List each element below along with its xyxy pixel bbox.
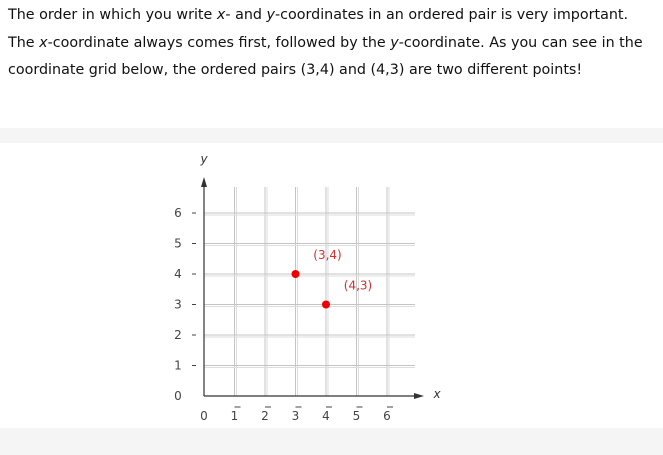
x-axis-label: x bbox=[433, 387, 441, 401]
text-part-1: The order in which you write bbox=[8, 7, 217, 23]
coordinate-grid-figure bbox=[0, 143, 663, 428]
y-tick-label: 0 bbox=[174, 389, 182, 403]
y-tick-label: 6 bbox=[174, 206, 182, 220]
y-tick-label: 1 bbox=[174, 358, 182, 373]
x-tick-label: 4 bbox=[322, 409, 330, 423]
data-point bbox=[292, 270, 300, 278]
x-tick-label: 0 bbox=[200, 409, 208, 423]
y-variable: y bbox=[266, 7, 275, 23]
x-variable: x bbox=[216, 7, 226, 23]
point-label: (3,4) bbox=[313, 248, 342, 262]
intro-paragraph bbox=[0, 0, 663, 128]
x-tick-label: 1 bbox=[230, 409, 239, 423]
x-tick-label: 5 bbox=[352, 409, 361, 423]
bottom-band bbox=[0, 428, 663, 455]
point-label: (4,3) bbox=[343, 278, 373, 293]
grid-lines bbox=[204, 187, 415, 396]
data-point bbox=[322, 301, 330, 309]
text-part-3: -coordinates in an ordered pair is very important. The bbox=[8, 7, 629, 51]
text-part-2: - and bbox=[225, 7, 267, 23]
coordinate-grid-chart bbox=[0, 143, 663, 428]
y-axis-label: y bbox=[200, 152, 208, 166]
x-tick-label: 6 bbox=[383, 409, 391, 423]
x-tick-label: 3 bbox=[291, 409, 300, 423]
y-variable: y bbox=[390, 34, 399, 51]
y-tick-label: 3 bbox=[174, 297, 182, 312]
text-part-4: -coordinate always comes first, followed by the bbox=[47, 34, 391, 51]
x-variable: x bbox=[39, 34, 48, 51]
text-part-5: -coordinate. As you can see in the coordinate grid below, the ordered pairs (3,4) and (4,3) are two different points! bbox=[8, 34, 643, 78]
y-axis-arrow-icon bbox=[201, 177, 207, 187]
y-tick-label: 4 bbox=[174, 267, 182, 281]
y-tick-label: 5 bbox=[174, 236, 182, 251]
x-axis-arrow-icon bbox=[414, 393, 424, 399]
y-tick-label: 2 bbox=[174, 328, 182, 342]
tick-labels bbox=[174, 206, 393, 423]
point-labels bbox=[313, 248, 372, 293]
x-tick-label: 2 bbox=[261, 409, 269, 423]
